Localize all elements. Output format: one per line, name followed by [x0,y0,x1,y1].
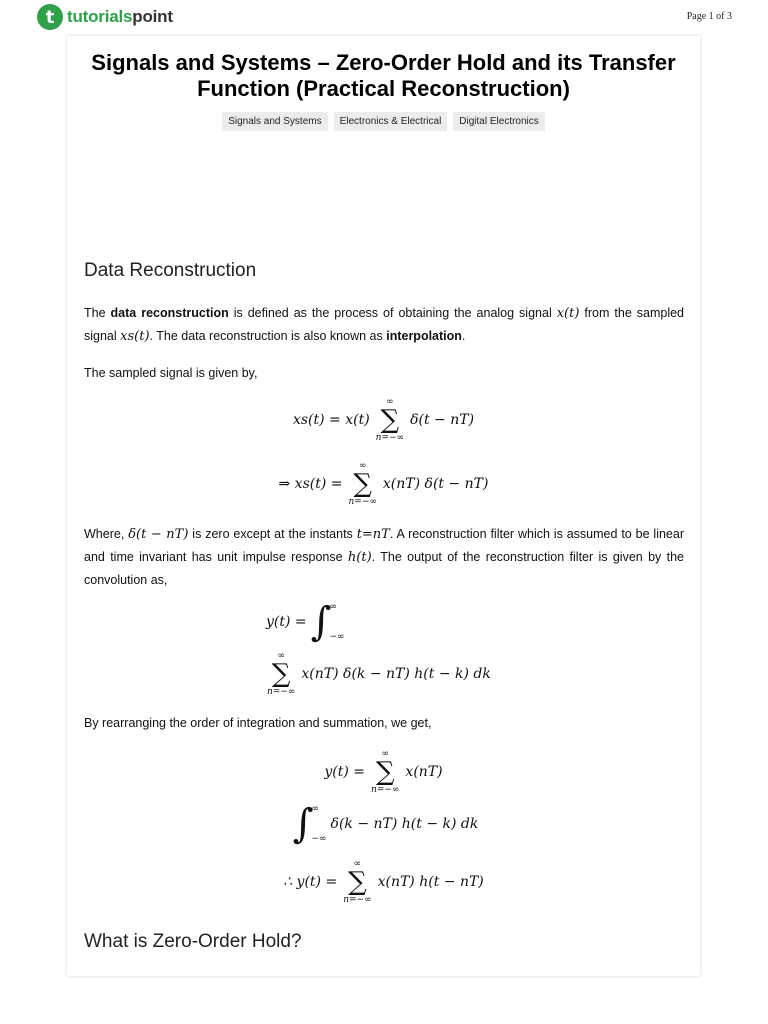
tag-electronics-electrical[interactable]: Electronics & Electrical [334,112,448,131]
equation-output-integral: ∫ ∞ −∞ δ(k − nT) h(t − k) dk [292,801,479,847]
paragraph-rearranging: By rearranging the order of integration and summation, we get, [84,716,432,730]
paragraph-sampled-signal: The sampled signal is given by, [84,366,258,380]
equation-sampled-signal: xs(t) = x(t) ∞ ∑ n=−∞ δ(t − nT) [292,397,475,443]
equation-sampled-signal-expanded: ⇒ xs(t) = ∞ ∑ n=−∞ x(nT) δ(t − nT) [278,461,489,507]
tag-signals-and-systems[interactable]: Signals and Systems [222,112,327,131]
top-bar [0,0,768,36]
tag-list [67,112,700,131]
equation-convolution-integral: y(t) = ∫ ∞ −∞ [266,599,345,645]
logo-icon: t [37,4,63,30]
equation-output-sum: y(t) = ∞ ∑ n=−∞ x(nT) [324,749,443,795]
article-card [67,36,700,976]
paragraph-definition: The data reconstruction is defined as the process of obtaining the analog signal x(t) from the sampled signal xs(t). The data reconstruction is also known as interpolation. [84,306,685,344]
page-number: Page 1 of 3 [686,11,732,22]
section-heading-data-reconstruction: Data Reconstruction [84,260,257,281]
equation-output-final: ∴ y(t) = ∞ ∑ n=−∞ x(nT) h(t − nT) [283,859,484,905]
equation-convolution-sum: ∞ ∑ n=−∞ x(nT) δ(k − nT) h(t − k) dk [267,651,491,697]
tutorialspoint-logo[interactable] [37,3,173,31]
logo-wordmark: tutorialspoint [67,7,173,26]
tag-digital-electronics[interactable]: Digital Electronics [453,112,544,131]
paragraph-reconstruction-filter: Where, δ(t − nT) is zero except at the instants t=nT. A reconstruction filter which is assumed to be linear and time invariant has unit impulse response h(t). The output of the reconstruction filter is given by the convolution as, [84,527,684,587]
section-heading-zero-order-hold: What is Zero-Order Hold? [84,931,302,952]
article-title: Signals and Systems – Zero-Order Hold and its Transfer Function (Practical Reconstruction) [91,50,676,101]
